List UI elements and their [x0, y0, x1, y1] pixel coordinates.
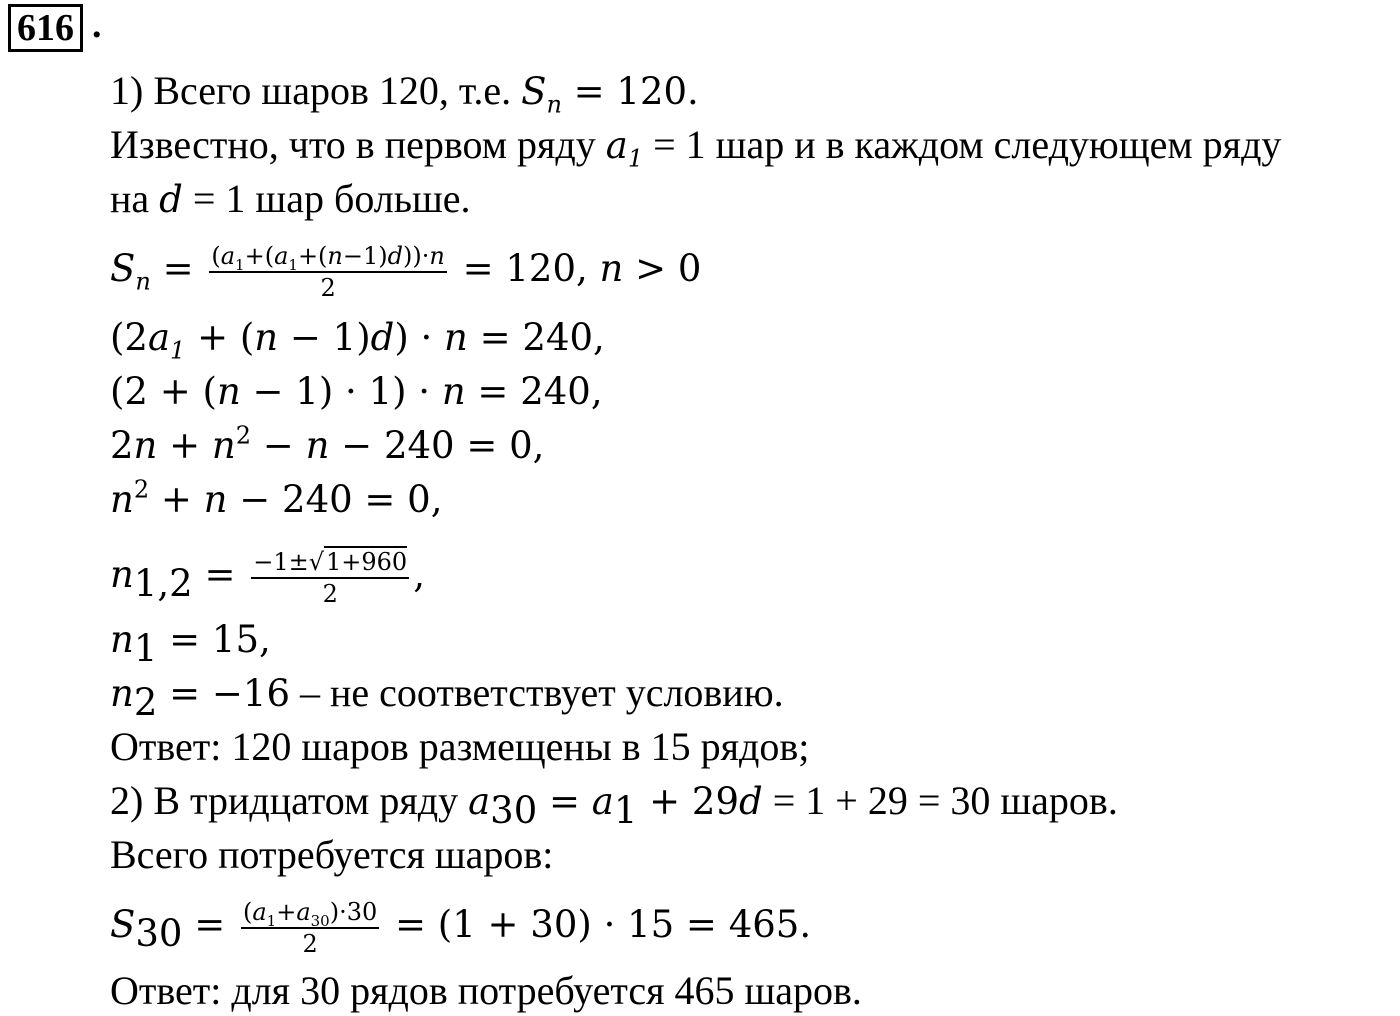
formula-sum: $S_n$ = $\frac{(a_1+(a_1+(n-1)d))\cdot n}{2}$ = 120, n > 0	[110, 241, 702, 302]
line-total-needed: Всего потребуется шаров:	[110, 832, 554, 877]
line-3	[110, 174, 471, 225]
answer-2: Ответ: для 30 рядов потребуется 465 шаров.	[110, 968, 862, 1013]
line-2	[110, 120, 1281, 171]
roots-fraction: $\frac{-1\pm√1+960}{2}$	[253, 547, 408, 608]
answer-1: Ответ: 120 шаров размещены в 15 рядов;	[110, 724, 810, 769]
line-1-rhs: = 120.	[561, 70, 699, 113]
formula-s30: $S_{30}$ = $\frac{(a_1+a_{30})\cdot 30}{2}$ = (1 + 30) · 15 = 465.	[110, 897, 812, 958]
equation-3: $2n + n^2 - n - 240 = 0$,	[110, 421, 545, 467]
part-2-rest: = 1 + 29 = 30 шаров.	[762, 778, 1118, 823]
line-3-rest: = 1 шар больше.	[182, 176, 471, 221]
root-2-comment: – не соответствует условию.	[290, 670, 784, 715]
line-2-text: Известно, что в первом ряду	[110, 122, 606, 167]
line-1	[110, 66, 699, 117]
equation-2: (2 + (n − 1) · 1) · n = 240,	[110, 370, 603, 413]
root-2: $n_2 = -16$ – не соответствует условию.	[110, 670, 784, 724]
s30-fraction: $\frac{(a_1+a_{30})\cdot 30}{2}$	[242, 897, 378, 958]
roots-formula: $n_{1,2}$ = $\frac{-1\pm√1+960}{2}$ ,	[110, 547, 425, 608]
root-1: $n_1 = 15$,	[110, 618, 271, 670]
line-3-text: на	[110, 176, 160, 221]
line-part-2: 2) В тридцатом ряду $a_{30} = a_1 + 29d = 1 + 29 = 30$ шаров.	[110, 778, 1118, 832]
sum-symbol: $S_n$	[521, 70, 562, 119]
sum-fraction: $\frac{(a_1+(a_1+(n-1)d))\cdot n}{2}$	[211, 241, 445, 302]
line-1-text: 1) Всего шаров 120, т.е.	[110, 68, 522, 113]
line-2-rest: = 1 шар и в каждом следующем ряду	[643, 122, 1282, 167]
equation-4: $n^2 + n - 240 = 0$,	[110, 475, 443, 521]
equation-1: $(2a_1 + (n - 1)d) \cdot n = 240$,	[110, 316, 605, 365]
task-number: 616	[8, 4, 83, 52]
first-term: $a_1$	[605, 124, 644, 173]
part-2-text: 2) В тридцатом ряду	[110, 778, 469, 823]
task-number-dot: .	[92, 4, 102, 46]
difference-symbol: d	[159, 178, 183, 221]
